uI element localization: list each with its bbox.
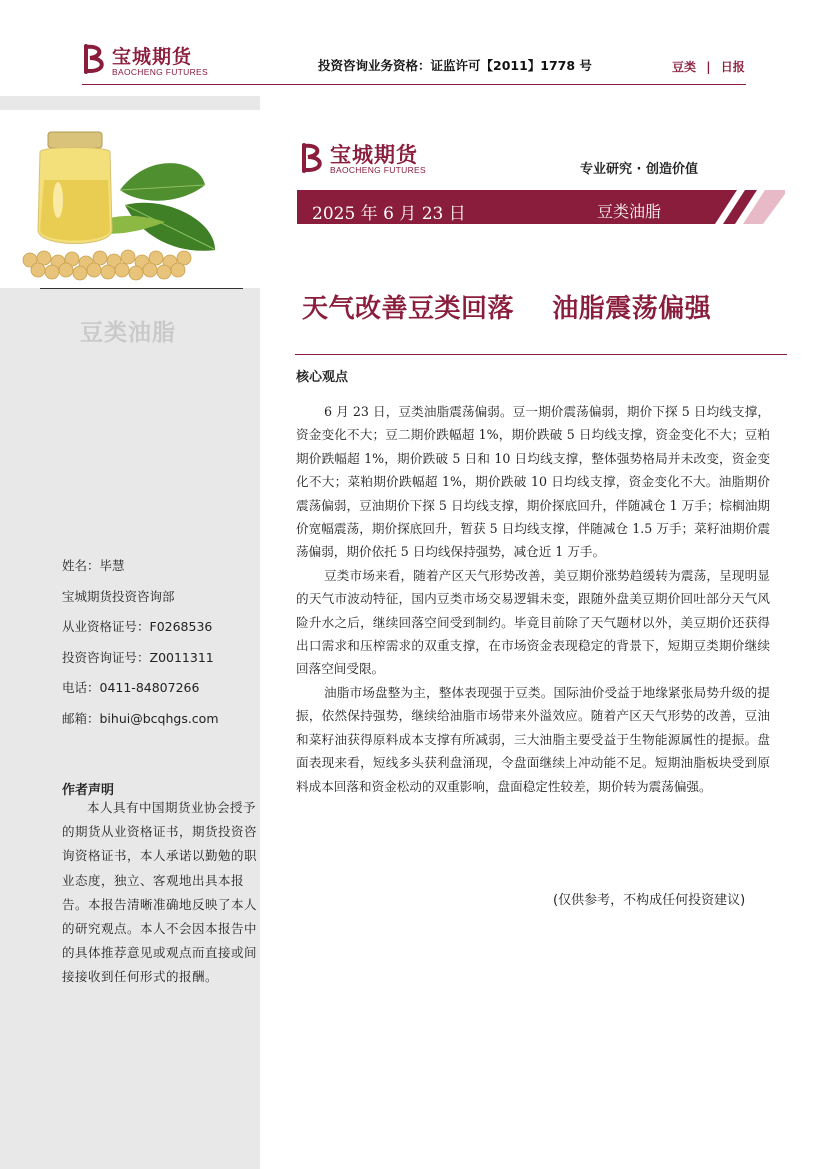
author-email[interactable]: 邮箱：bihui@bcqhgs.com — [62, 710, 219, 726]
cover-photo — [0, 110, 260, 288]
qualification-text: 投资咨询业务资格：证监许可【2011】1778 号 — [318, 58, 592, 73]
report-tag-category: 豆类 — [672, 60, 697, 74]
author-phone: 电话：0411-84807266 — [62, 680, 200, 695]
author-info — [62, 556, 219, 739]
report-category: 豆类油脂 — [597, 202, 662, 221]
baocheng-logo-icon — [82, 44, 108, 80]
article-paragraph: 豆类市场来看，随着产区天气形势改善，美豆期价涨势趋缓转为震荡，呈现明显的天气市波动特征，国内豆类市场交易逻辑未变，跟随外盘美豆期价回吐部分天气风险升水之后，继续回落空间受到制约。毕竟目前除了天气题材以外，美豆期价还获得出口需求和压榨需求的双重支撑，在市场资金表现稳定的背景下，短期豆类期价继续回落空间受限。 — [296, 567, 770, 677]
title-divider — [295, 354, 787, 355]
header-logo — [82, 44, 208, 80]
article-paragraph: 6 月 23 日，豆类油脂震荡偏弱。豆一期价震荡偏弱，期价下探 5 日均线支撑，资金变化不大；豆二期价跌幅超 1%，期价跌破 5 日均线支撑，资金变化不大；豆粕期价跌幅超 1%，期价跌破 5 日和 10 日均线支撑，整体强势格局并未改变，资金变化不大；菜粕期价跌幅超 1%，期价跌破 10 日均线支撑，资金变化不大。油脂期价震荡偏弱，豆油期价下探 5 日均线支撑，期价探底回升，伴随减仓 1 万手；棕榈油期价宽幅震荡，期价探底回升，暂获 5 日均线支撑，伴随减仓 1.5 万手；菜籽油期价震荡偏弱，期价依托 5 日均线保持强势，减仓近 1 万手。 — [296, 404, 770, 560]
header-divider — [82, 84, 746, 85]
page-title: 天气改善豆类回落 油脂震荡偏强 — [302, 294, 712, 324]
article-body — [296, 400, 770, 798]
author-license: 从业资格证号：F0268536 — [62, 619, 213, 634]
photo-divider — [40, 288, 243, 289]
banner-logo — [300, 142, 426, 178]
baocheng-logo-icon — [300, 142, 326, 178]
article-paragraph: 油脂市场盘整为主，整体表现强于豆类。国际油价受益于地缘紧张局势升级的提振，依然保持强势，继续给油脂市场带来外溢效应。随着产区天气形势的改善，豆油和菜籽油获得原料成本支撑有所减弱，三大油脂主要受益于生物能源属性的提振。盘面表现来看，短线多头获利盘涌现，令盘面继续上冲动能不足。短期油脂板块受到原料成本回落和资金松动的双重影响，盘面稳定性较差，期价转为震荡偏强。 — [296, 684, 770, 794]
author-department: 宝城期货投资咨询部 — [62, 588, 175, 604]
core-view-title: 核心观点 — [296, 370, 349, 385]
report-date: 2025 年 6 月 23 日 — [312, 204, 466, 224]
declaration-title: 作者声明 — [62, 783, 115, 798]
header-logo-text-cn: 宝城期货 — [112, 46, 193, 68]
sidebar-section-title: 豆类油脂 — [80, 320, 176, 346]
oil-and-soybeans-illustration-icon — [0, 110, 260, 288]
banner-logo-text-en: BAOCHENG FUTURES — [330, 165, 426, 175]
slogan: 专业研究 · 创造价值 — [580, 162, 698, 177]
report-tag-separator: | — [706, 60, 711, 74]
disclaimer: (仅供参考，不构成任何投资建议) — [553, 893, 746, 908]
banner-logo-text-cn: 宝城期货 — [330, 142, 418, 167]
report-tag-type: 日报 — [720, 60, 745, 74]
header-logo-text-en: BAOCHENG FUTURES — [112, 67, 208, 77]
author-consult-license: 投资咨询证号：Z0011311 — [62, 649, 214, 665]
author-name: 姓名：毕慧 — [62, 558, 125, 573]
declaration-text: 本人具有中国期货业协会授予的期货从业资格证书，期货投资咨询资格证书，本人承诺以勤勉的职业态度，独立、客观地出具本报告。本报告清晰准确地反映了本人的研究观点。本人不会因本报告中的具体推荐意见或观点而直接或间接接收到任何形式的报酬。 — [62, 800, 258, 985]
report-tag — [672, 58, 745, 75]
